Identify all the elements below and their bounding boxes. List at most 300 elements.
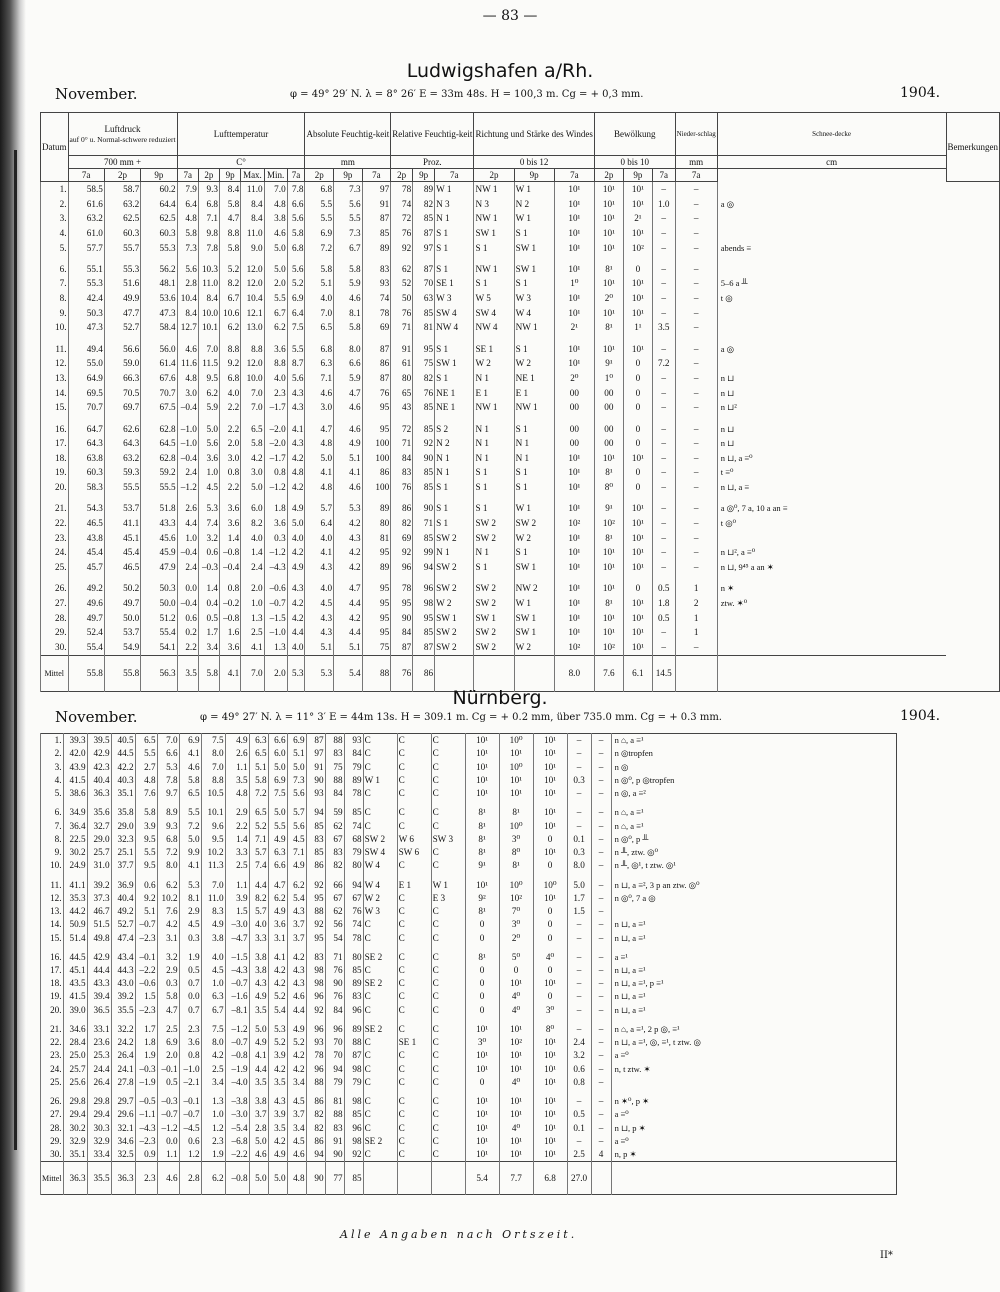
value-cell: 8¹ xyxy=(465,833,499,846)
value-cell: 95 xyxy=(362,422,391,437)
value-cell: 0.1 xyxy=(567,1122,591,1135)
value-cell: 49.9 xyxy=(104,291,140,306)
value-cell: 4.6 xyxy=(334,400,363,415)
header-9p: 9p xyxy=(413,169,435,182)
value-cell: – xyxy=(675,197,717,212)
value-cell: 9¹ xyxy=(465,859,499,872)
value-cell: N 2 xyxy=(435,436,474,451)
table-row xyxy=(41,422,1000,437)
value-cell: 45.1 xyxy=(63,964,87,977)
value-cell: – xyxy=(652,342,675,357)
value-cell: N 1 xyxy=(474,546,514,561)
mittel-value: 2.8 xyxy=(179,1162,201,1195)
value-cell: 90 xyxy=(325,977,344,990)
value-cell: 8.4 xyxy=(241,197,264,212)
value-cell: NW 1 xyxy=(474,182,514,197)
value-cell: – xyxy=(567,1095,591,1108)
value-cell: 4.2 xyxy=(201,1049,225,1062)
value-cell: 32.2 xyxy=(111,1023,135,1036)
mittel-value: 4.6 xyxy=(157,1162,179,1195)
value-cell: W 4 xyxy=(363,859,397,872)
value-cell: 4.7 xyxy=(220,211,241,226)
value-cell: 64.3 xyxy=(68,436,104,451)
header-2p: 2p xyxy=(305,169,334,182)
mittel-value: 90 xyxy=(306,1162,325,1195)
value-cell: C xyxy=(397,820,431,833)
value-cell: 39.2 xyxy=(111,990,135,1003)
value-cell: 78 xyxy=(391,182,413,197)
value-cell: 4.0 xyxy=(220,386,241,401)
value-cell: 6.8 xyxy=(157,833,179,846)
header-bem: Bemerkungen xyxy=(947,142,998,152)
remark-cell: n ⊔, a ≡¹, ◎, ≡¹, t ztw. ◎ xyxy=(611,1036,896,1049)
value-cell: 10.6 xyxy=(220,306,241,321)
header-9p: 9p xyxy=(334,169,363,182)
remark-cell: n ◎⁰, p ╨ xyxy=(611,833,896,846)
value-cell: N 1 xyxy=(514,436,554,451)
header-7a: 7a xyxy=(675,169,717,182)
value-cell: 37.7 xyxy=(111,859,135,872)
value-cell: 6.7 xyxy=(220,291,241,306)
value-cell: 89 xyxy=(344,774,363,787)
value-cell: 3.9 xyxy=(225,892,249,905)
value-cell: – xyxy=(675,436,717,451)
value-cell: 5.0 xyxy=(287,516,305,531)
value-cell: W 1 xyxy=(514,502,554,517)
value-cell: 0.0 xyxy=(179,990,201,1003)
value-cell: 85 xyxy=(306,820,325,833)
date-cell: 19. xyxy=(41,466,69,481)
value-cell: S 1 xyxy=(514,546,554,561)
value-cell: 5.7 xyxy=(305,502,334,517)
value-cell: 51.6 xyxy=(104,277,140,292)
remark-cell: n ⊔ xyxy=(717,422,946,437)
value-cell: 1⁰ xyxy=(554,277,594,292)
value-cell: 4.9 xyxy=(268,833,287,846)
value-cell: 10² xyxy=(623,241,652,256)
table-row xyxy=(41,581,1000,596)
date-cell: 3. xyxy=(41,761,64,774)
value-cell: 6.9 xyxy=(268,774,287,787)
value-cell: 63.2 xyxy=(68,211,104,226)
value-cell: 9.7 xyxy=(157,787,179,800)
value-cell: – xyxy=(675,466,717,481)
value-cell: 1 xyxy=(675,611,717,626)
value-cell: 8.2 xyxy=(220,277,241,292)
value-cell: 0.8 xyxy=(220,466,241,481)
mittel-value xyxy=(717,655,946,691)
value-cell: 4.9 xyxy=(249,990,268,1003)
value-cell: 0 xyxy=(465,931,499,944)
value-cell: 7.0 xyxy=(241,400,264,415)
value-cell: W 2 xyxy=(363,892,397,905)
value-cell: – xyxy=(675,480,717,495)
value-cell: – xyxy=(675,371,717,386)
value-cell: –0.6 xyxy=(264,581,287,596)
value-cell: 4.2 xyxy=(334,516,363,531)
date-cell: 17. xyxy=(41,964,64,977)
header-abs: Absolute Feuchtig-keit xyxy=(306,129,390,139)
value-cell: 8.0 xyxy=(157,859,179,872)
value-cell: C xyxy=(397,859,431,872)
value-cell: 5.3 xyxy=(268,1023,287,1036)
value-cell: 12.0 xyxy=(241,277,264,292)
value-cell: SW 1 xyxy=(474,611,514,626)
table-row xyxy=(41,241,1000,256)
value-cell: – xyxy=(652,466,675,481)
date-cell: 22. xyxy=(41,1036,64,1049)
value-cell: 5.5 xyxy=(287,342,305,357)
value-cell: 94 xyxy=(344,878,363,891)
value-cell: 10¹ xyxy=(533,1076,567,1089)
value-cell: 76 xyxy=(325,990,344,1003)
value-cell: 86 xyxy=(306,1095,325,1108)
remark-cell: n ⊔, a ≡¹ xyxy=(611,1004,896,1017)
mittel-label: Mittel xyxy=(41,655,69,691)
value-cell: 100 xyxy=(362,480,391,495)
value-cell: – xyxy=(675,277,717,292)
value-cell: 7.6 xyxy=(157,905,179,918)
value-cell: 5.3 xyxy=(157,761,179,774)
table-row xyxy=(41,918,897,931)
value-cell: 0.6 xyxy=(198,546,219,561)
value-cell: 3.6 xyxy=(198,451,219,466)
value-cell: W 2 xyxy=(474,357,514,372)
value-cell: 4.8 xyxy=(177,211,198,226)
value-cell: 10¹ xyxy=(554,531,594,546)
value-cell: 83 xyxy=(306,951,325,964)
table-body-nuernberg xyxy=(41,734,897,1195)
header-2p: 2p xyxy=(391,169,413,182)
value-cell: 31.0 xyxy=(87,859,111,872)
header-cm: cm xyxy=(717,156,946,169)
value-cell: 100 xyxy=(362,451,391,466)
value-cell: – xyxy=(652,451,675,466)
value-cell: 5.6 xyxy=(287,820,306,833)
remark-cell: a ≡¹ xyxy=(611,951,896,964)
value-cell: 8.1 xyxy=(179,892,201,905)
value-cell: –0.4 xyxy=(177,596,198,611)
value-cell: 4.0 xyxy=(287,640,305,655)
value-cell: 7.3 xyxy=(334,182,363,197)
value-cell: – xyxy=(675,502,717,517)
value-cell: C xyxy=(363,1108,397,1121)
value-cell: 86 xyxy=(362,466,391,481)
value-cell: –0.7 xyxy=(179,1108,201,1121)
value-cell: 0 xyxy=(465,977,499,990)
value-cell: 5.5 xyxy=(268,820,287,833)
value-cell: 30.3 xyxy=(87,1122,111,1135)
value-cell: 4.6 xyxy=(177,342,198,357)
value-cell: N 1 xyxy=(435,466,474,481)
value-cell: 2.7 xyxy=(135,761,157,774)
value-cell: 83 xyxy=(344,990,363,1003)
value-cell: 72 xyxy=(391,211,413,226)
value-cell: –0.7 xyxy=(135,918,157,931)
value-cell: 3⁰ xyxy=(499,918,533,931)
value-cell: 0.6 xyxy=(567,1063,591,1076)
value-cell: NE 1 xyxy=(435,400,474,415)
value-cell: C xyxy=(431,1063,465,1076)
value-cell: –0.4 xyxy=(220,560,241,575)
date-cell: 30. xyxy=(41,1148,64,1162)
value-cell: 6.6 xyxy=(334,357,363,372)
value-cell: 5.8 xyxy=(334,321,363,336)
value-cell: 0 xyxy=(623,480,652,495)
value-cell: 4.5 xyxy=(287,1135,306,1148)
value-cell: 83 xyxy=(306,833,325,846)
value-cell: 10¹ xyxy=(465,1148,499,1162)
value-cell: 10¹ xyxy=(499,1148,533,1162)
value-cell: C xyxy=(431,787,465,800)
remark-cell xyxy=(717,211,946,226)
value-cell: 2.0 xyxy=(264,277,287,292)
value-cell: 4.2 xyxy=(334,611,363,626)
value-cell: –4.7 xyxy=(225,931,249,944)
value-cell: 10¹ xyxy=(623,291,652,306)
value-cell: 0.4 xyxy=(198,596,219,611)
value-cell: – xyxy=(591,964,611,977)
header-7a: 7a xyxy=(435,169,474,182)
value-cell: 87 xyxy=(362,342,391,357)
value-cell: 10¹ xyxy=(533,747,567,760)
value-cell: 3.1 xyxy=(268,931,287,944)
value-cell: – xyxy=(675,357,717,372)
table-row xyxy=(41,531,1000,546)
value-cell: 4⁰ xyxy=(533,951,567,964)
value-cell: 2.0 xyxy=(220,436,241,451)
value-cell: – xyxy=(675,182,717,197)
date-cell: 7. xyxy=(41,277,69,292)
value-cell: 4.5 xyxy=(179,918,201,931)
value-cell: 74 xyxy=(391,197,413,212)
value-cell: 4.8 xyxy=(135,774,157,787)
value-cell: N 1 xyxy=(435,546,474,561)
value-cell: 28.4 xyxy=(63,1036,87,1049)
value-cell: C xyxy=(363,747,397,760)
value-cell: 80 xyxy=(344,951,363,964)
value-cell: 95 xyxy=(362,400,391,415)
value-cell: 89 xyxy=(344,977,363,990)
value-cell: 94 xyxy=(325,1063,344,1076)
remark-cell: n ⊔, a ≡¹, p ≡¹ xyxy=(611,977,896,990)
value-cell: 11.5 xyxy=(198,357,219,372)
mittel-value: 35.5 xyxy=(87,1162,111,1195)
value-cell: 6.8 xyxy=(305,182,334,197)
value-cell: –2.0 xyxy=(264,436,287,451)
value-cell: –4.3 xyxy=(264,560,287,575)
value-cell: 10¹ xyxy=(499,774,533,787)
value-cell: 46.5 xyxy=(68,516,104,531)
value-cell: 9.5 xyxy=(135,859,157,872)
value-cell: – xyxy=(591,1023,611,1036)
value-cell: – xyxy=(567,747,591,760)
value-cell: W 2 xyxy=(514,357,554,372)
value-cell: – xyxy=(567,806,591,819)
remark-cell: n ⊔, a ≡², 3 p an ztw. ◎⁰ xyxy=(611,878,896,891)
value-cell: 64.7 xyxy=(68,422,104,437)
value-cell: – xyxy=(591,747,611,760)
value-cell: 10.0 xyxy=(198,306,219,321)
value-cell: C xyxy=(397,951,431,964)
value-cell: 74 xyxy=(362,291,391,306)
value-cell: W 2 xyxy=(514,531,554,546)
value-cell: 10¹ xyxy=(554,546,594,561)
value-cell: 4.7 xyxy=(334,386,363,401)
remark-cell xyxy=(717,321,946,336)
value-cell: 74 xyxy=(344,918,363,931)
value-cell: 4.6 xyxy=(287,990,306,1003)
value-cell: 69 xyxy=(391,531,413,546)
value-cell: 3.6 xyxy=(179,1036,201,1049)
value-cell: – xyxy=(652,371,675,386)
value-cell: – xyxy=(567,964,591,977)
value-cell: 84 xyxy=(325,1004,344,1017)
value-cell: 4.1 xyxy=(249,1049,268,1062)
value-cell: 0 xyxy=(499,964,533,977)
value-cell: 10¹ xyxy=(623,611,652,626)
value-cell: 91 xyxy=(391,342,413,357)
value-cell: 4.2 xyxy=(287,480,305,495)
value-cell: 4.6 xyxy=(334,480,363,495)
table-row xyxy=(41,734,897,748)
value-cell: 2.3 xyxy=(179,1023,201,1036)
value-cell: 82 xyxy=(325,859,344,872)
value-cell: 5.0 xyxy=(264,262,287,277)
value-cell: 91 xyxy=(362,197,391,212)
value-cell: S 1 xyxy=(514,480,554,495)
value-cell: 85 xyxy=(413,211,435,226)
value-cell: N 3 xyxy=(435,197,474,212)
value-cell: 5.3 xyxy=(198,502,219,517)
value-cell: 5.2 xyxy=(287,277,305,292)
value-cell: N 1 xyxy=(435,211,474,226)
value-cell: C xyxy=(431,990,465,1003)
value-cell: 3.4 xyxy=(287,1122,306,1135)
remark-cell: n ⊔, 9⁴⁵ a an ✶ xyxy=(717,560,946,575)
value-cell: 10¹ xyxy=(554,611,594,626)
value-cell: 10¹ xyxy=(465,1135,499,1148)
value-cell: 5.8 xyxy=(334,262,363,277)
value-cell: 53.7 xyxy=(104,625,140,640)
value-cell: 10² xyxy=(594,516,623,531)
value-cell: 59.3 xyxy=(104,466,140,481)
value-cell: 0 xyxy=(623,371,652,386)
value-cell: 29.6 xyxy=(111,1108,135,1121)
value-cell: 2.2 xyxy=(177,640,198,655)
value-cell: 8.3 xyxy=(201,905,225,918)
value-cell: 10¹ xyxy=(533,892,567,905)
value-cell: 87 xyxy=(362,371,391,386)
value-cell: 50.3 xyxy=(68,306,104,321)
value-cell: – xyxy=(652,262,675,277)
value-cell: 2.5 xyxy=(241,625,264,640)
value-cell: 0 xyxy=(623,262,652,277)
value-cell: 10¹ xyxy=(533,1135,567,1148)
table-row xyxy=(41,342,1000,357)
value-cell: 0 xyxy=(623,400,652,415)
value-cell: 4.8 xyxy=(287,466,305,481)
value-cell: – xyxy=(567,977,591,990)
value-cell: 4.3 xyxy=(305,611,334,626)
value-cell: 88 xyxy=(325,774,344,787)
value-cell: 5.1 xyxy=(305,277,334,292)
remark-cell: n ⊔, a ≡¹ xyxy=(611,990,896,1003)
value-cell: 30.2 xyxy=(63,846,87,859)
value-cell: 76 xyxy=(391,480,413,495)
value-cell: C xyxy=(431,1135,465,1148)
value-cell: 12.1 xyxy=(241,306,264,321)
value-cell: – xyxy=(591,878,611,891)
value-cell: 2.3 xyxy=(264,386,287,401)
value-cell: 4.1 xyxy=(305,466,334,481)
value-cell: 94 xyxy=(306,806,325,819)
value-cell: 26.4 xyxy=(111,1049,135,1062)
value-cell: 2⁰ xyxy=(594,291,623,306)
table-row xyxy=(41,277,1000,292)
value-cell: 2.5 xyxy=(225,859,249,872)
value-cell: 54 xyxy=(325,931,344,944)
date-cell: 3. xyxy=(41,211,69,226)
value-cell: S 1 xyxy=(514,226,554,241)
value-cell: 3.0 xyxy=(177,386,198,401)
value-cell: N 1 xyxy=(474,451,514,466)
value-cell: C xyxy=(397,1108,431,1121)
value-cell: 6.7 xyxy=(264,306,287,321)
value-cell: 8.0 xyxy=(334,342,363,357)
value-cell: SW 1 xyxy=(514,611,554,626)
value-cell: 88 xyxy=(306,905,325,918)
value-cell: 3.5 xyxy=(249,1076,268,1089)
header-2p: 2p xyxy=(198,169,219,182)
value-cell: 9.8 xyxy=(198,226,219,241)
value-cell: 71 xyxy=(391,436,413,451)
value-cell: 66 xyxy=(325,878,344,891)
value-cell: – xyxy=(567,1023,591,1036)
header-wind-range: 0 bis 12 xyxy=(474,156,594,169)
remark-cell: n ⊔ xyxy=(717,371,946,386)
value-cell: 1¹ xyxy=(623,321,652,336)
value-cell: 4.5 xyxy=(201,964,225,977)
value-cell: 35.6 xyxy=(87,806,111,819)
value-cell: 88 xyxy=(306,1076,325,1089)
value-cell: – xyxy=(652,560,675,575)
value-cell: 00 xyxy=(554,386,594,401)
value-cell: 5.1 xyxy=(305,640,334,655)
value-cell: 78 xyxy=(391,581,413,596)
table-row xyxy=(41,502,1000,517)
value-cell: 51.5 xyxy=(87,918,111,931)
value-cell: 5.8 xyxy=(220,241,241,256)
value-cell: 7.1 xyxy=(198,211,219,226)
value-cell: –5.4 xyxy=(225,1122,249,1135)
year-ludwigshafen: 1904. xyxy=(900,85,941,101)
value-cell: NW 1 xyxy=(514,400,554,415)
value-cell: 3.9 xyxy=(135,820,157,833)
value-cell: 4.2 xyxy=(287,451,305,466)
value-cell: 58.3 xyxy=(68,480,104,495)
value-cell: – xyxy=(591,1095,611,1108)
value-cell: 29.0 xyxy=(87,833,111,846)
value-cell: – xyxy=(652,546,675,561)
value-cell: 4.3 xyxy=(287,386,305,401)
remark-cell: n ⌂, a ≡¹ xyxy=(611,820,896,833)
value-cell: 71 xyxy=(325,951,344,964)
value-cell: 8.2 xyxy=(249,892,268,905)
value-cell: SW 2 xyxy=(474,531,514,546)
value-cell: 2.2 xyxy=(225,820,249,833)
mittel-value: 27.0 xyxy=(567,1162,591,1195)
